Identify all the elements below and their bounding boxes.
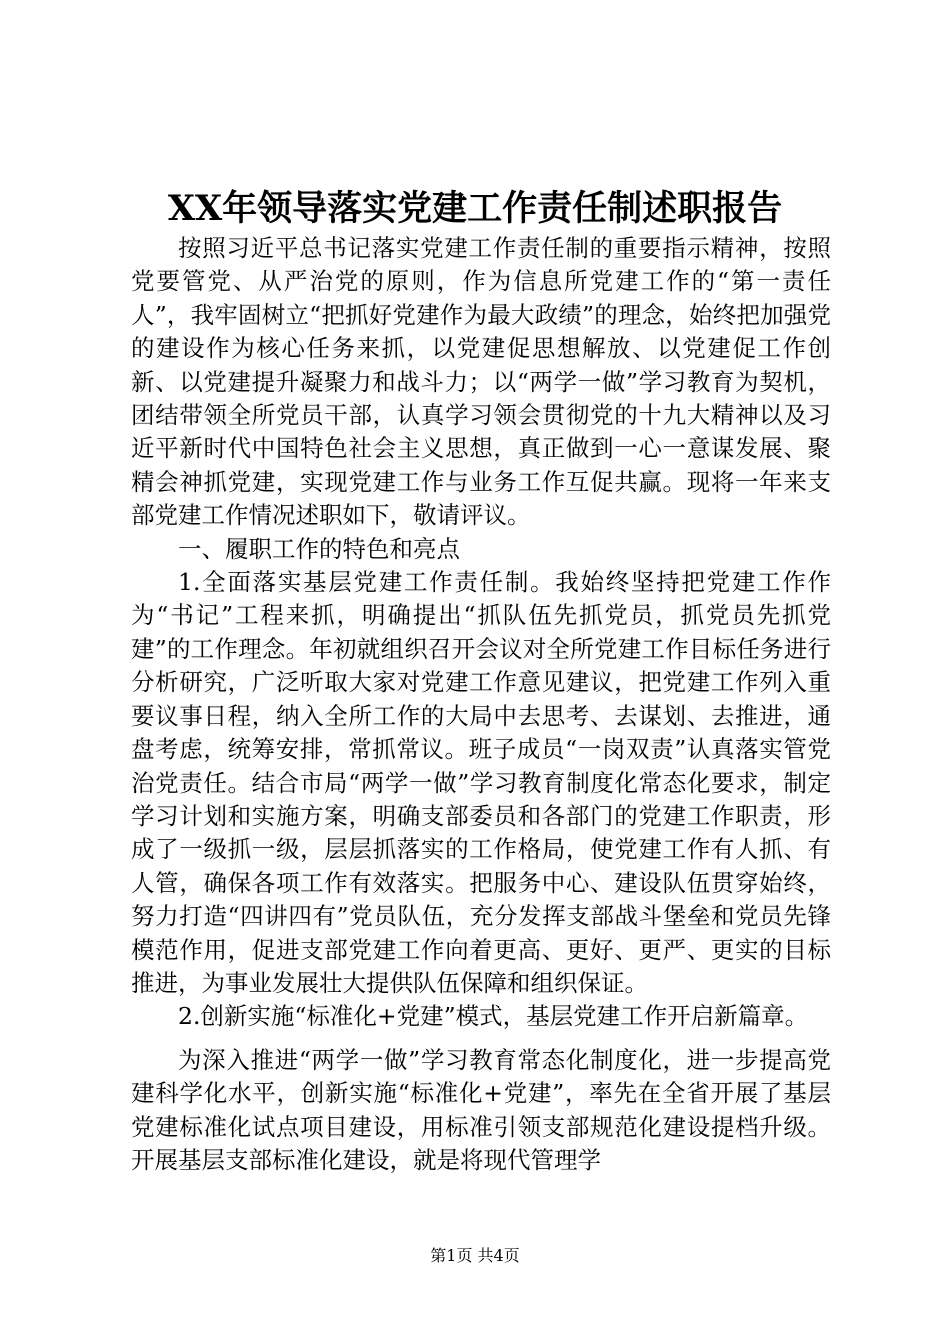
- paragraph-item-2-heading: 2.创新实施“标准化+党建”模式，基层党建工作开启新篇章。: [178, 1002, 809, 1031]
- document-body: [131, 232, 831, 1177]
- section-heading: 一、履职工作的特色和亮点: [178, 534, 460, 563]
- document-title: XX年领导落实党建工作责任制述职报告: [167, 188, 783, 229]
- paragraph-intro: 按照习近平总书记落实党建工作责任制的重要指示精神，按照党要管党、从严治党的原则，作为信息所党建工作的“第一责任人”，我牢固树立“把抓好党建作为最大政绩”的理念，始终把加强党的建设作为核心任务来抓，以党建促思想解放、以党建促工作创新、以党建提升凝聚力和战斗力；以“两学一做”学习教育为契机，团结带领全所党员干部，认真学习领会贯彻党的十九大精神以及习近平新时代中国特色社会主义思想，真正做到一心一意谋发展、聚精会神抓党建，实现党建工作与业务工作互促共赢。现将一年来支部党建工作情况述职如下，敬请评议。: [131, 234, 831, 530]
- page-footer: 第1页 共4页: [430, 1246, 520, 1265]
- paragraph-item-1: 1.全面落实基层党建工作责任制。我始终坚持把党建工作作为“书记”工程来抓，明确提出“抓队伍先抓党员，抓党员先抓党建”的工作理念。年初就组织召开会议对全所党建工作目标任务进行分析研究，广泛听取大家对党建工作意见建议，把党建工作列入重要议事日程，纳入全所工作的大局中去思考、去谋划、去推进，通盘考虑，统筹安排，常抓常议。班子成员“一岗双责”认真落实管党治党责任。结合市局“两学一做”学习教育制度化常态化要求，制定学习计划和实施方案，明确支部委员和各部门的党建工作职责，形成了一级抓一级，层层抓落实的工作格局，使党建工作有人抓、有人管，确保各项工作有效落实。把服务中心、建设队伍贯穿始终，努力打造“四讲四有”党员队伍，充分发挥支部战斗堡垒和党员先锋模范作用，促进支部党建工作向着更高、更好、更严、更实的目标推进，为事业发展壮大提供队伍保障和组织保证。: [131, 568, 831, 997]
- paragraph-item-2-body: 为深入推进“两学一做”学习教育常态化制度化，进一步提高党建科学化水平，创新实施“标准化+党建”，率先在全省开展了基层党建标准化试点项目建设，用标准引领支部规范化建设提档升级。开展基层支部标准化建设，就是将现代管理学: [131, 1045, 831, 1174]
